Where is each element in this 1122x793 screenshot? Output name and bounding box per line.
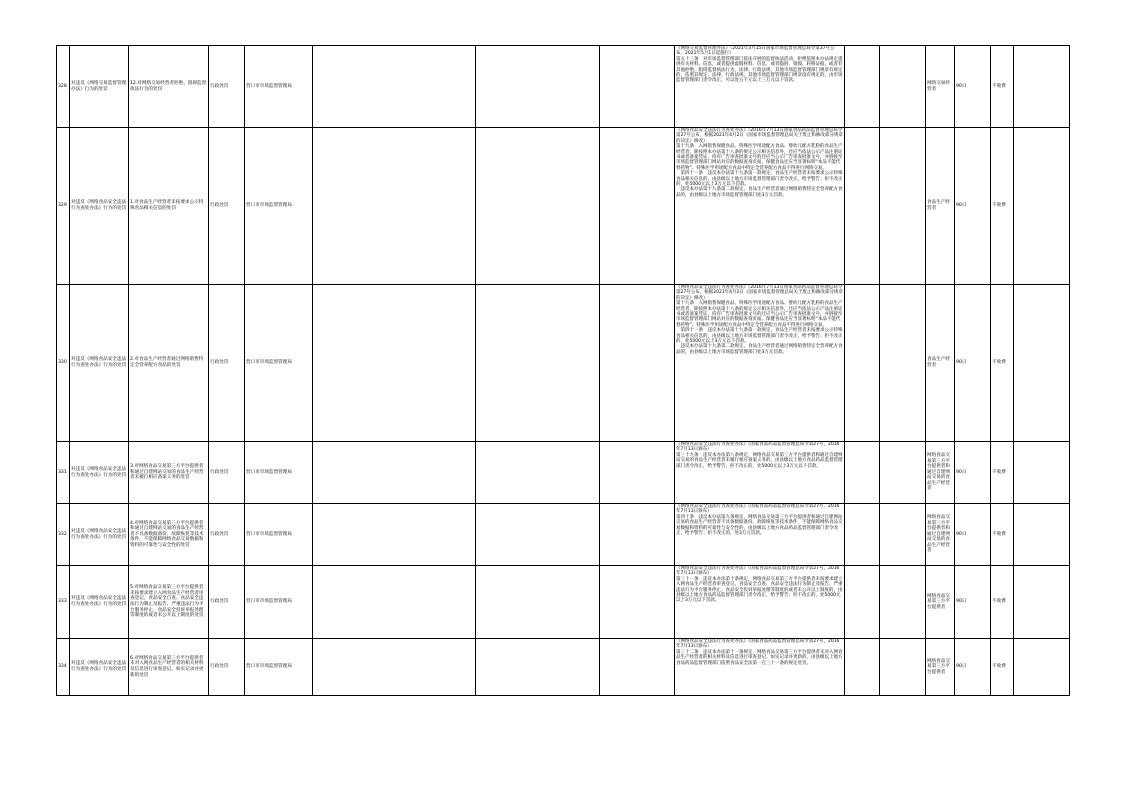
agency-text: 营口市市场监督管理局: [246, 531, 292, 537]
item-name-cell: [70, 566, 129, 639]
agency-text: 营口市市场监督管理局: [246, 360, 292, 366]
legal-basis-text: 《网络交易监督管理办法》（2021年3月15日国家市场监督管理总局令第37号公布，2021年5月1日起施行） 第五十三条 对市场监督管理部门依法开展的监督执法活动，拒绝依照本办法规定提供有关材料、信息，或者提供虚假材料、信息，或者隐匿、销毁、转移证据，或者有其他拒绝、阻碍监督执法行为，法律、行政法规、其他市场监督管理部门规章有规定的，依照其规定；法律、行政法规、其他市场监督管理部门规章没有规定的，由市场监督管理部门责令改正，可以处五千元以上三万元以下罚款。: [676, 46, 843, 84]
seq-cell: [57, 128, 70, 285]
fee-text: 不收费: [992, 83, 1006, 89]
legal-basis-cell: [675, 566, 845, 639]
target-cell: [926, 128, 955, 285]
empty-cell: [313, 639, 476, 696]
sub-item-cell: [129, 639, 209, 696]
target-text: 网络食品交易第三方平台提供者: [927, 658, 950, 675]
item-name-text: 对违反《网络食品安全违法行为查处办法》行为的处罚: [71, 596, 127, 607]
type-cell: [209, 128, 245, 285]
legal-basis-cell: [675, 504, 845, 566]
sub-item-cell: [129, 566, 209, 639]
seq-cell: [57, 46, 70, 128]
empty-cell: [1014, 566, 1070, 639]
fee-text: 不收费: [992, 360, 1006, 366]
empty-cell: [600, 442, 675, 504]
target-text: 网络食品交易第三方平台提供者: [927, 593, 950, 610]
regulation-table: [56, 45, 1070, 696]
sub-item-cell: [129, 442, 209, 504]
target-cell: [926, 442, 955, 504]
empty-cell: [1014, 285, 1070, 442]
empty-cell: [880, 285, 926, 442]
legal-basis-cell: [675, 46, 845, 128]
empty-cell: [880, 442, 926, 504]
fee-cell: [991, 639, 1014, 696]
target-cell: [926, 566, 955, 639]
period-cell: [955, 442, 991, 504]
legal-basis-text: 《网络食品安全违法行为查处办法》（国家食品药品监督管理总局令第27号，2016年7月13日颁布） 第四十条 违反本办法第九条规定，网络食品交易第三方平台提供者和通过自建网站交易的食品生产经营者不具备数据备份、故障恢复等技术条件，不能保障网络食品交易数据和资料的可靠性与安全性的，由县级以上地方食品药品监督管理部门责令改正，给予警告；拒不改正的，处3万元罚款。: [676, 504, 843, 537]
empty-cell: [600, 639, 675, 696]
legal-basis-text: 《网络食品安全违法行为查处办法》（国家食品药品监督管理总局令第27号，2016年7月13日颁布） 第三十一条 违反本办法第十条规定，网络食品交易第三方平台提供者未按要求建立入网食品生产经营者审查登记、食品安全自查、食品安全违法行为制止及报告、严重违法行为平台服务停止、食品安全投诉举报处理等制度的或者未公开以上制度的，由县级以上地方食品药品监督管理部门责令改正，给予警告；拒不改正的，处5000元以上3万元以下罚款。: [676, 566, 843, 604]
item-name-cell: [70, 442, 129, 504]
empty-cell: [313, 566, 476, 639]
period-text: 90日: [956, 360, 967, 366]
item-name-cell: [70, 639, 129, 696]
fee-cell: [991, 46, 1014, 128]
sub-item-text: 5.对网络食品交易第三方平台提供者未按要求建立入网食品生产经营者审查登记、食品安全自查、食品安全违法行为制止及报告、严重违法行为平台服务停止、食品安全投诉举报处理等制度的或者未公开以上制度的处罚: [130, 585, 204, 619]
sub-item-text: 1.对食品生产经营者未按要求公示特殊食品相关信息的处罚: [130, 200, 204, 211]
empty-cell: [880, 566, 926, 639]
seq-text: 330: [58, 360, 67, 366]
empty-cell: [600, 46, 675, 128]
period-cell: [955, 566, 991, 639]
type-cell: [209, 639, 245, 696]
target-text: 食品生产经营者: [927, 357, 950, 368]
sub-item-cell: [129, 46, 209, 128]
period-text: 90日: [956, 83, 967, 89]
fee-text: 不收费: [992, 203, 1006, 209]
type-cell: [209, 504, 245, 566]
legal-basis-cell: [675, 128, 845, 285]
period-text: 90日: [956, 664, 967, 670]
item-name-text: 对违反《网络食品安全违法行为查处办法》行为的处罚: [71, 661, 127, 672]
empty-cell: [845, 442, 880, 504]
table-row: [57, 504, 1070, 566]
empty-cell: [313, 128, 476, 285]
table-row: [57, 566, 1070, 639]
empty-cell: [880, 46, 926, 128]
sub-item-text: 4.对网络食品交易第三方平台提供者和通过自建网站交易的食品生产经营者不具备数据备份、故障恢复等技术条件，不能保障网络食品交易数据和资料的可靠性与安全性的处罚: [130, 520, 204, 548]
period-text: 90日: [956, 203, 967, 209]
sub-item-text: 2.对食品生产经营者通过网络销售特定全营养配方食品的处罚: [130, 357, 204, 368]
agency-text: 营口市市场监督管理局: [246, 83, 292, 89]
agency-cell: [245, 504, 313, 566]
empty-cell: [476, 504, 600, 566]
type-text: 行政处罚: [210, 599, 229, 605]
agency-text: 营口市市场监督管理局: [246, 664, 292, 670]
fee-cell: [991, 285, 1014, 442]
empty-cell: [313, 46, 476, 128]
item-name-cell: [70, 504, 129, 566]
empty-cell: [476, 46, 600, 128]
type-text: 行政处罚: [210, 531, 229, 537]
agency-text: 营口市市场监督管理局: [246, 203, 292, 209]
item-name-text: 对违反《网络食品安全违法行为查处办法》行为的处罚: [71, 466, 127, 478]
item-name-cell: [70, 285, 129, 442]
seq-text: 332: [58, 531, 67, 537]
empty-cell: [476, 442, 600, 504]
agency-cell: [245, 566, 313, 639]
legal-basis-text: 《网络食品安全违法行为查处办法》（2016年7月13日国家食品药品监督管理总局令第27号公布，根据2021年4月2日《国家市场监督管理总局关于废止和修改部分规章的决定》修改） 第十九条 入网销售保健食品、特殊医学用途配方食品、婴幼儿配方乳粉的食品生产经营者，除按照本办法第十八条的规定公示相关信息外，还应当依法公示产品注册证书或者备案凭证，持有广告审查批准文号的还应当公示广告审查批准文号，并链接至市场监督管理部门网站对应的数据查询页面。保健食品还应当显著标明“本品不能代替药物”。特殊医学用途配方食品中特定全营养配方食品不得进行网络交易。 第四十一条 违反本办法第十九条第一款规定，食品生产经营者未按要求公示特殊食品相关信息的，由县级以上地方市场监督管理部门责令改正，给予警告；拒不改正的，处5000元以上3万元以下罚款。 违反本办法第十九条第二款规定，食品生产经营者通过网络销售特定全营养配方食品的，由县级以上地方市场监督管理部门处3万元罚款。: [676, 128, 843, 198]
seq-cell: [57, 504, 70, 566]
empty-cell: [880, 504, 926, 566]
period-cell: [955, 285, 991, 442]
seq-text: 333: [58, 599, 67, 605]
target-cell: [926, 639, 955, 696]
empty-cell: [476, 128, 600, 285]
seq-text: 331: [58, 469, 67, 475]
sub-item-text: 3.对网络食品交易第三方平台提供者和通过自建网站交易的食品生产经营者未履行相应备案义务的处罚: [130, 464, 204, 481]
sub-item-text: 12.对网络交易经营者拒绝、阻碍监督执法行为的处罚: [130, 80, 207, 92]
fee-text: 不收费: [992, 469, 1006, 475]
table-row: [57, 639, 1070, 696]
period-cell: [955, 46, 991, 128]
period-cell: [955, 504, 991, 566]
period-text: 90日: [956, 531, 967, 537]
empty-cell: [1014, 46, 1070, 128]
table-row: [57, 442, 1070, 504]
table-row: [57, 128, 1070, 285]
legal-basis-text: 《网络食品安全违法行为查处办法》（国家食品药品监督管理总局令第27号，2016年7月13日颁布） 第三十二条 违反本办法第十一条规定，网络食品交易第三方平台提供者未对入网食品生产经营者的相关材料及信息进行审查登记、如实记录并更新的，由县级以上地方食品药品监督管理部门依照食品安全法第一百三十一条的规定处罚。: [676, 639, 843, 666]
sub-item-cell: [129, 504, 209, 566]
item-name-text: 对违反《网络交易监督管理办法》行为的处罚: [71, 80, 127, 92]
type-cell: [209, 285, 245, 442]
empty-cell: [845, 46, 880, 128]
target-text: 网络交易经营者: [927, 80, 950, 92]
period-text: 90日: [956, 599, 967, 605]
target-text: 网络食品交易第三方平台提供者和通过自建网站交易的食品生产经营者: [927, 514, 950, 554]
seq-text: 329: [58, 203, 67, 209]
empty-cell: [600, 128, 675, 285]
fee-cell: [991, 442, 1014, 504]
fee-text: 不收费: [992, 531, 1006, 537]
sub-item-text: 6.对网络食品交易第三方平台提供者未对入网食品生产经营者的相关材料及信息进行审查登记、如实记录并更新的处罚: [130, 655, 204, 678]
legal-basis-text: 《网络食品安全违法行为查处办法》（2016年7月13日国家食品药品监督管理总局令第27号公布，根据2021年4月2日《国家市场监督管理总局关于废止和修改部分规章的决定》修改） 第十九条 入网销售保健食品、特殊医学用途配方食品、婴幼儿配方乳粉的食品生产经营者，除按照本办法第十八条的规定公示相关信息外，还应当依法公示产品注册证书或者备案凭证，持有广告审查批准文号的还应当公示广告审查批准文号，并链接至市场监督管理部门网站对应的数据查询页面。保健食品还应当显著标明“本品不能代替药物”。特殊医学用途配方食品中特定全营养配方食品不得进行网络交易。 第四十一条 违反本办法第十九条第一款规定，食品生产经营者未按要求公示特殊食品相关信息的，由县级以上地方市场监督管理部门责令改正，给予警告；拒不改正的，处5000元以上3万元以下罚款。 违反本办法第十九条第二款规定，食品生产经营者通过网络销售特定全营养配方食品的，由县级以上地方市场监督管理部门处3万元罚款。: [676, 285, 843, 355]
type-text: 行政处罚: [210, 469, 229, 475]
legal-basis-cell: [675, 639, 845, 696]
seq-cell: [57, 285, 70, 442]
seq-cell: [57, 566, 70, 639]
table-row: [57, 285, 1070, 442]
target-cell: [926, 285, 955, 442]
sub-item-cell: [129, 285, 209, 442]
type-text: 行政处罚: [210, 83, 229, 89]
item-name-cell: [70, 128, 129, 285]
empty-cell: [1014, 639, 1070, 696]
empty-cell: [476, 566, 600, 639]
agency-cell: [245, 46, 313, 128]
period-cell: [955, 128, 991, 285]
type-text: 行政处罚: [210, 203, 229, 209]
table-row: [57, 46, 1070, 128]
legal-basis-cell: [675, 442, 845, 504]
legal-basis-text: 《网络食品安全违法行为查处办法》（国家食品药品监督管理总局令第27号，2016年7月13日颁布） 第三十九条 违反本办法第八条规定，网络食品交易第三方平台提供者和通过自建网站交易的食品生产经营者未履行相应备案义务的，由县级以上地方食品药品监督管理部门责令改正，给予警告；拒不改正的，处5000元以上3万元以下罚款。: [676, 442, 843, 469]
fee-text: 不收费: [992, 664, 1006, 670]
empty-cell: [880, 128, 926, 285]
target-cell: [926, 46, 955, 128]
fee-cell: [991, 504, 1014, 566]
empty-cell: [476, 639, 600, 696]
empty-cell: [476, 285, 600, 442]
empty-cell: [600, 566, 675, 639]
type-text: 行政处罚: [210, 360, 229, 366]
item-name-text: 对违反《网络食品安全违法行为查处办法》行为的处罚: [71, 357, 127, 368]
fee-text: 不收费: [992, 599, 1006, 605]
empty-cell: [313, 504, 476, 566]
agency-text: 营口市市场监督管理局: [246, 599, 292, 605]
type-cell: [209, 46, 245, 128]
type-cell: [209, 442, 245, 504]
empty-cell: [845, 285, 880, 442]
empty-cell: [880, 639, 926, 696]
period-cell: [955, 639, 991, 696]
seq-text: 328: [58, 83, 67, 89]
item-name-text: 对违反《网络食品安全违法行为查处办法》行为的处罚: [71, 528, 127, 540]
seq-cell: [57, 639, 70, 696]
target-text: 网络食品交易第三方平台提供者和通过自建网站交易的食品生产经营者: [927, 452, 950, 492]
empty-cell: [845, 128, 880, 285]
empty-cell: [1014, 128, 1070, 285]
agency-cell: [245, 285, 313, 442]
type-text: 行政处罚: [210, 664, 229, 670]
table-body: [57, 46, 1070, 696]
sub-item-cell: [129, 128, 209, 285]
agency-cell: [245, 442, 313, 504]
seq-text: 334: [58, 664, 67, 670]
empty-cell: [845, 504, 880, 566]
period-text: 90日: [956, 469, 967, 475]
empty-cell: [313, 285, 476, 442]
empty-cell: [845, 639, 880, 696]
fee-cell: [991, 128, 1014, 285]
seq-cell: [57, 442, 70, 504]
fee-cell: [991, 566, 1014, 639]
empty-cell: [313, 442, 476, 504]
legal-basis-cell: [675, 285, 845, 442]
item-name-cell: [70, 46, 129, 128]
agency-text: 营口市市场监督管理局: [246, 469, 292, 475]
empty-cell: [600, 504, 675, 566]
empty-cell: [1014, 442, 1070, 504]
target-cell: [926, 504, 955, 566]
item-name-text: 对违反《网络食品安全违法行为查处办法》行为的处罚: [71, 200, 127, 211]
agency-cell: [245, 639, 313, 696]
target-text: 食品生产经营者: [927, 200, 950, 211]
empty-cell: [845, 566, 880, 639]
type-cell: [209, 566, 245, 639]
empty-cell: [1014, 504, 1070, 566]
empty-cell: [600, 285, 675, 442]
agency-cell: [245, 128, 313, 285]
